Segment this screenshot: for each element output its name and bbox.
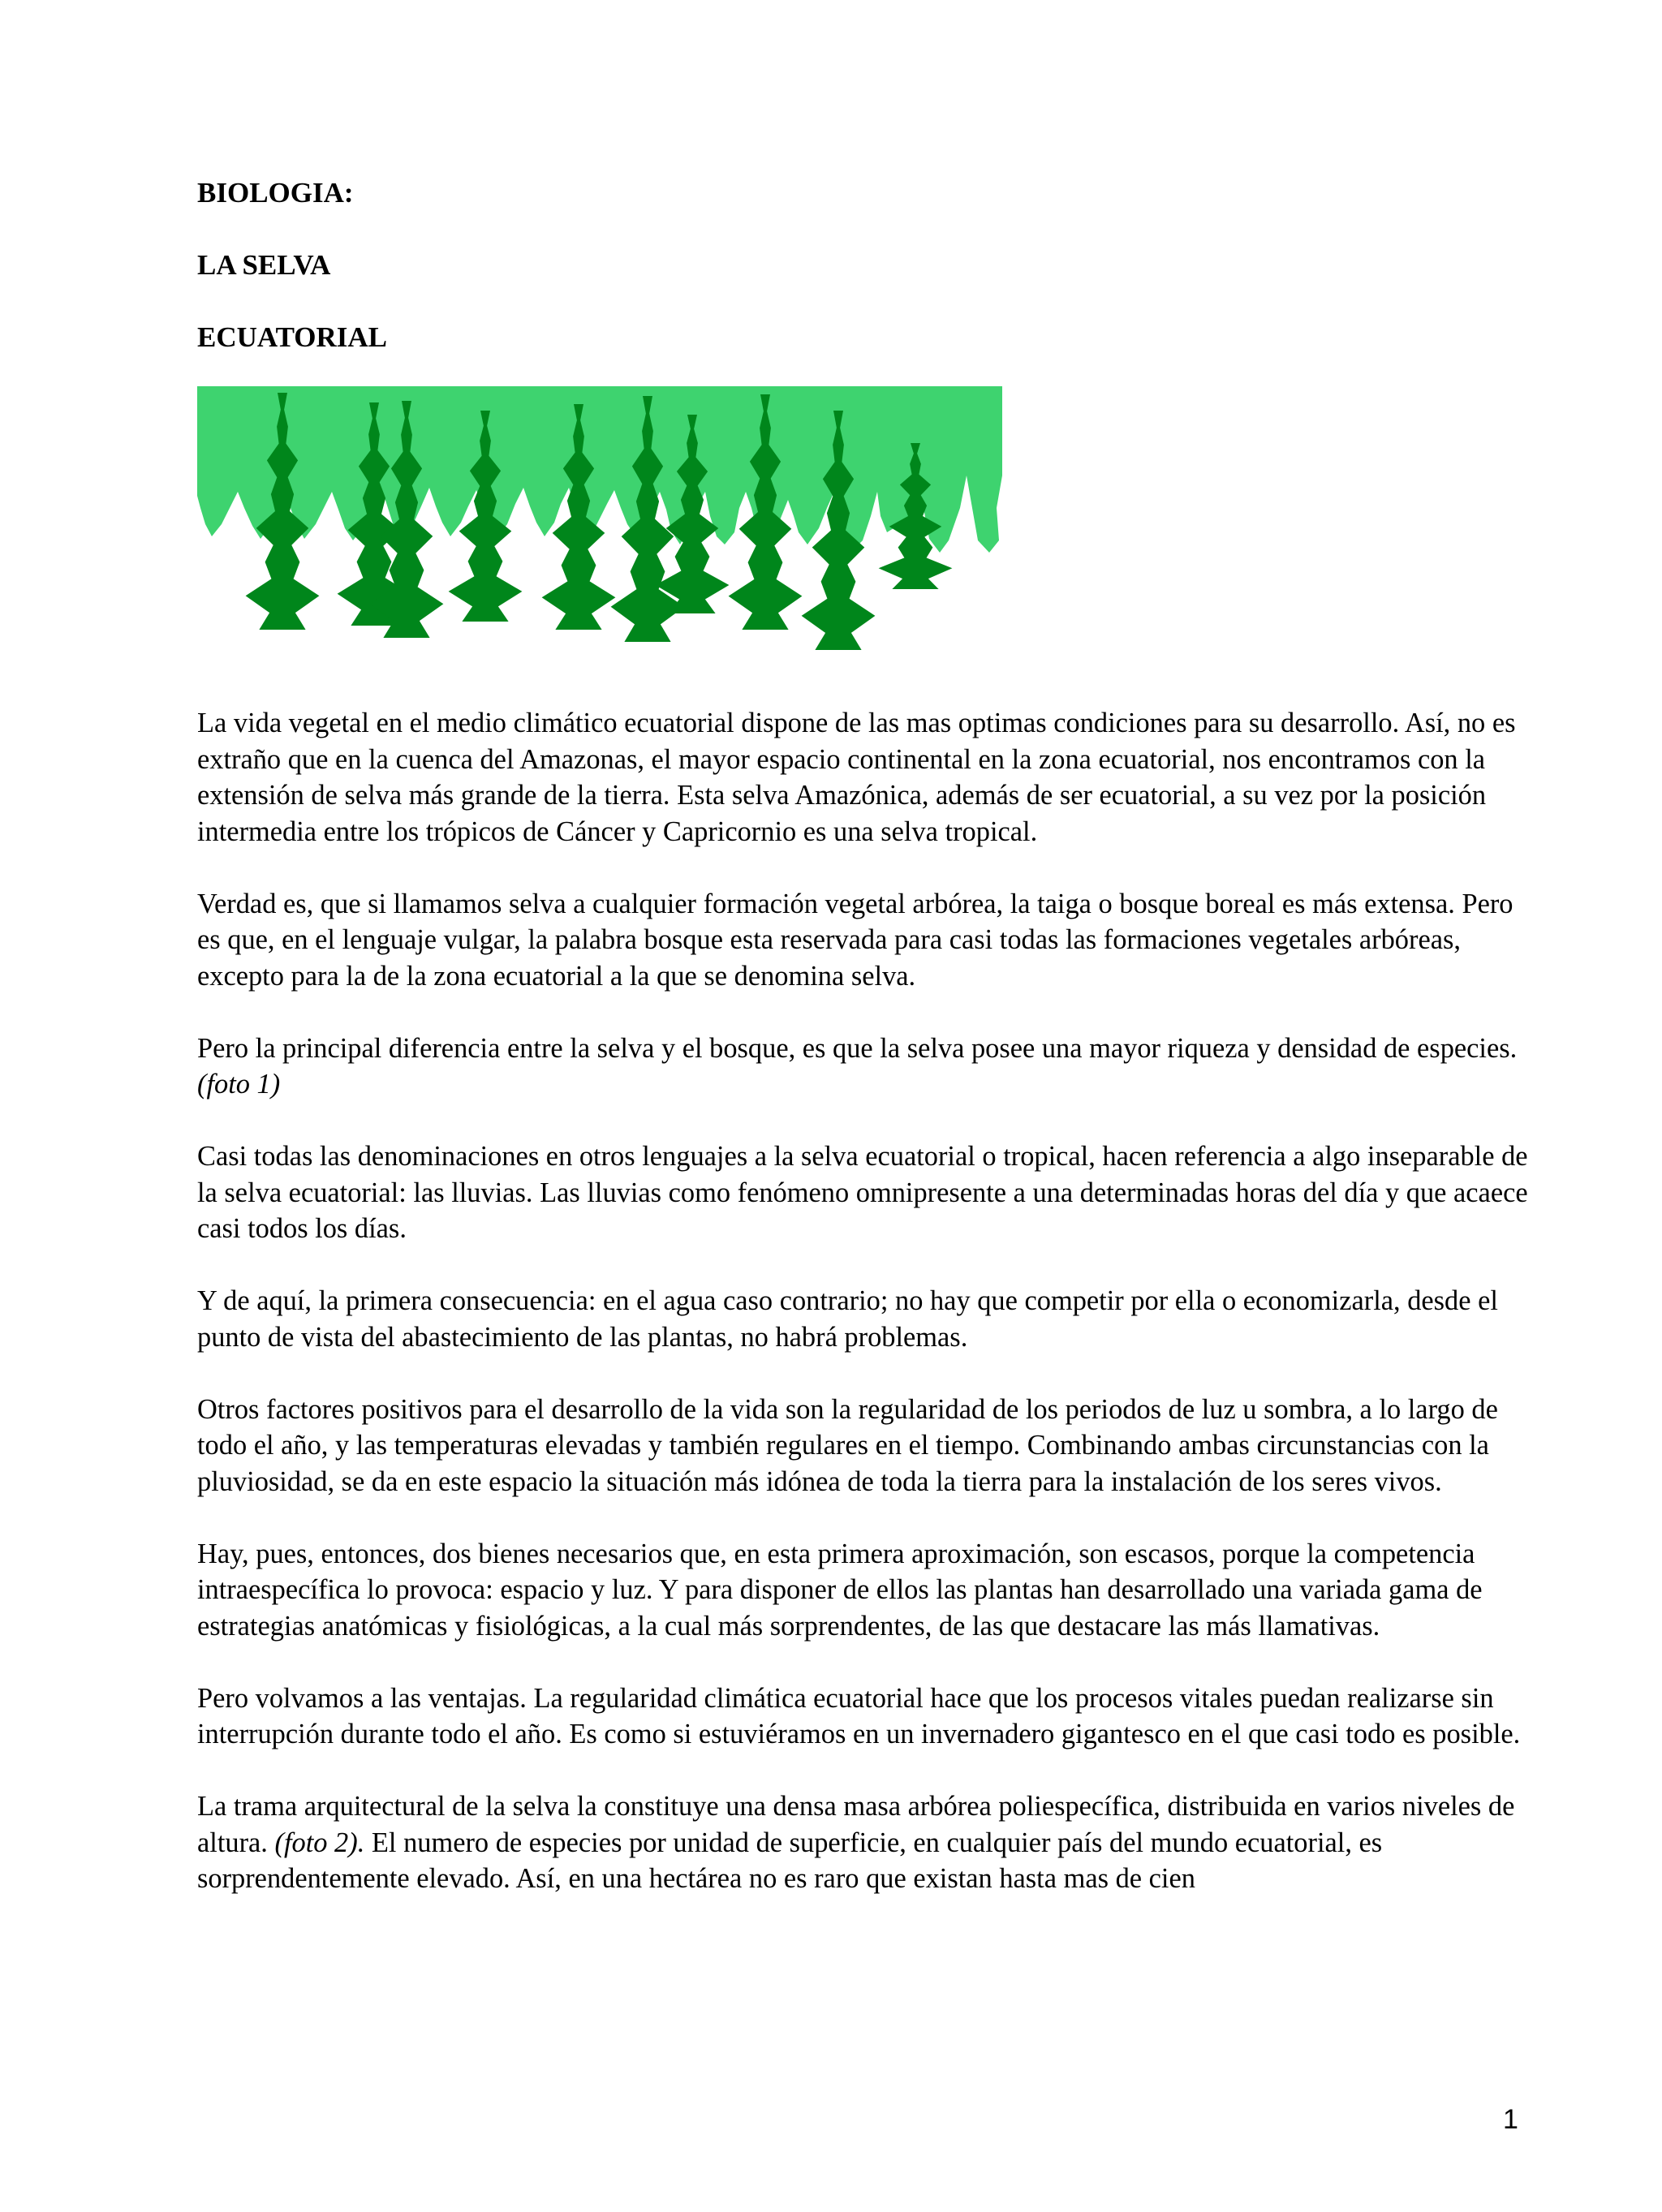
forest-svg [197,386,1002,672]
paragraph-9 [197,1788,1536,1897]
photo-reference-1: (foto 1) [197,1069,281,1100]
heading-subject: BIOLOGIA: [197,177,354,209]
paragraph-8: Pero volvamos a las ventajas. La regularidad climática ecuatorial hace que los procesos vitales puedan realizarse sin interrupción durante todo el año. Es como si estuviéramos en un invernadero gigantesco en el que casi todo es posible. [197,1682,1521,1749]
canopy-background [197,386,1002,553]
paragraph-5: Y de aquí, la primera consecuencia: en el agua caso contrario; no hay que competir por ella o economizarla, desde el punto de vista del abastecimiento de las plantas, no habrá problemas. [197,1285,1498,1353]
paragraph-3 [197,1031,1536,1103]
paragraph-4: Casi todas las denominaciones en otros lenguajes a la selva ecuatorial o tropical, hacen referencia a algo inseparable de la selva ecuatorial: las lluvias. Las lluvias como fenómeno omnipresente a una determinadas horas del día y que acaece casi todos los días. [197,1141,1528,1244]
paragraph-7: Hay, pues, entonces, dos bienes necesarios que, en esta primera aproximación, son escasos, porque la competencia intraespecífica lo provoca: espacio y luz. Y para disponer de ellos las plantas han desarrollado una variada gama de estrategias anatómicas y fisiológicas, a la cual más sorprendentes, de las que destacare las más llamativas. [197,1538,1483,1642]
paragraph-6: Otros factores positivos para el desarrollo de la vida son la regularidad de los periodos de luz u sombra, a lo largo de todo el año, y las temperaturas elevadas y también regulares en el tiempo. Combinando ambas circunstancias con la pluviosidad, se da en este espacio la situación más idónea de toda la tierra para la instalación de los seres vivos. [197,1393,1498,1497]
body-text [197,705,1536,1933]
heading-title-line-1: LA SELVA [197,249,331,281]
paragraph-3-text: Pero la principal diferencia entre la selva y el bosque, es que la selva posee una mayor riqueza y densidad de especies. [197,1032,1518,1064]
paragraph-1: La vida vegetal en el medio climático ecuatorial dispone de las mas optimas condiciones para su desarrollo. Así, no es extraño que en la cuenca del Amazonas, el mayor espacio continental en la zona ecuatorial, nos encontramos con la extensión de selva más grande de la tierra. Esta selva Amazónica, además de ser ecuatorial, a su vez por la posición intermedia entre los trópicos de Cáncer y Capricornio es una selva tropical. [197,708,1516,847]
paragraph-9-text-after: El numero de especies por unidad de superficie, en cualquier país del mundo ecuatorial, es sorprendentemente elevado. Así, en una hectárea no es raro que existan hasta mas de cien [197,1827,1383,1894]
heading-title-line-2: ECUATORIAL [197,321,388,353]
page-number: 1 [1503,2104,1518,2135]
forest-illustration [197,386,1002,672]
paragraph-2: Verdad es, que si llamamos selva a cualquier formación vegetal arbórea, la taiga o bosque boreal es más extensa. Pero es que, en el lenguaje vulgar, la palabra bosque esta reservada para casi todas las formaciones vegetales arbóreas, excepto para la de la zona ecuatorial a la que se denomina selva. [197,888,1513,992]
photo-reference-2: (foto 2). [274,1827,365,1858]
paragraph-9-text-before: La trama arquitectural de la selva la constituye una densa masa arbórea poliespecífica, distribuida en varios niveles de altura. [197,1791,1515,1858]
